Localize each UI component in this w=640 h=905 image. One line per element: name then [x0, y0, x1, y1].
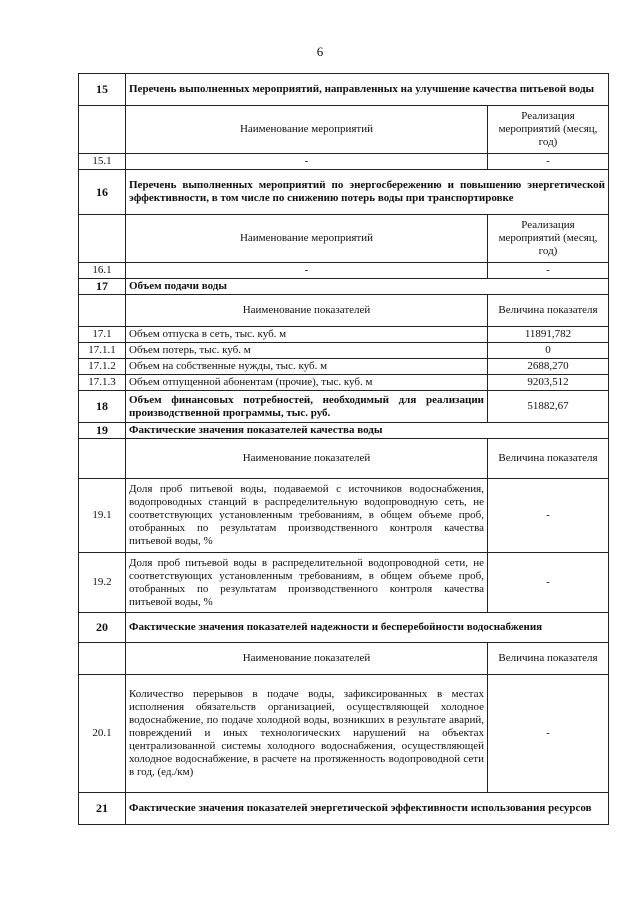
- table-row: [79, 327, 609, 343]
- empty-cell: [79, 643, 126, 675]
- section-number: 15: [79, 74, 126, 106]
- section-17-header: [79, 279, 609, 295]
- row-number: 19.2: [79, 553, 126, 613]
- row-name: -: [126, 263, 488, 279]
- row-name: -: [126, 154, 488, 170]
- section-18-row: [79, 391, 609, 423]
- section-15-columns: [79, 106, 609, 154]
- row-value: 0: [488, 343, 609, 359]
- empty-cell: [79, 106, 126, 154]
- section-title: Фактические значения показателей надежности и бесперебойности водоснабжения: [126, 613, 609, 643]
- empty-cell: [79, 439, 126, 479]
- section-19-header: [79, 423, 609, 439]
- row-value: -: [488, 263, 609, 279]
- row-number: 16.1: [79, 263, 126, 279]
- column-header-name: Наименование показателей: [126, 643, 488, 675]
- document-table: [78, 73, 609, 825]
- row-value: -: [488, 553, 609, 613]
- section-number: 20: [79, 613, 126, 643]
- table-row: [79, 359, 609, 375]
- section-title: Перечень выполненных мероприятий по энергосбережению и повышению энергетической эффективности, в том числе по снижению потерь воды при транспортировке: [126, 170, 609, 215]
- row-name: Объем потерь, тыс. куб. м: [126, 343, 488, 359]
- section-number: 16: [79, 170, 126, 215]
- column-header-value: Реализация мероприятий (месяц, год): [488, 106, 609, 154]
- row-value: -: [488, 154, 609, 170]
- section-title: Объем подачи воды: [126, 279, 609, 295]
- row-number: 19.1: [79, 479, 126, 553]
- row-name: Объем отпуска в сеть, тыс. куб. м: [126, 327, 488, 343]
- row-name: Объем отпущенной абонентам (прочие), тыс. куб. м: [126, 375, 488, 391]
- section-number: 21: [79, 793, 126, 825]
- row-value: -: [488, 479, 609, 553]
- section-21-header: [79, 793, 609, 825]
- section-19-columns: [79, 439, 609, 479]
- column-header-name: Наименование мероприятий: [126, 106, 488, 154]
- section-16-header: [79, 170, 609, 215]
- section-title: Перечень выполненных мероприятий, направленных на улучшение качества питьевой воды: [126, 74, 609, 106]
- row-value: 51882,67: [488, 391, 609, 423]
- row-value: -: [488, 675, 609, 793]
- section-16-columns: [79, 215, 609, 263]
- column-header-name: Наименование показателей: [126, 295, 488, 327]
- empty-cell: [79, 215, 126, 263]
- row-value: 11891,782: [488, 327, 609, 343]
- section-number: 19: [79, 423, 126, 439]
- table-row: [79, 675, 609, 793]
- row-number: 15.1: [79, 154, 126, 170]
- empty-cell: [79, 295, 126, 327]
- column-header-value: Величина показателя: [488, 295, 609, 327]
- table-row: [79, 375, 609, 391]
- section-number: 17: [79, 279, 126, 295]
- section-title: Фактические значения показателей энергетической эффективности использования ресурсов: [126, 793, 609, 825]
- section-title: Фактические значения показателей качества воды: [126, 423, 609, 439]
- column-header-name: Наименование мероприятий: [126, 215, 488, 263]
- table-row: [79, 154, 609, 170]
- page-number: 6: [316, 44, 324, 59]
- table-row: [79, 553, 609, 613]
- table-row: [79, 479, 609, 553]
- section-title: Объем финансовых потребностей, необходимый для реализации производственной программы, тыс. руб.: [126, 391, 488, 423]
- section-number: 18: [79, 391, 126, 423]
- column-header-value: Величина показателя: [488, 643, 609, 675]
- row-value: 2688,270: [488, 359, 609, 375]
- row-number: 17.1.2: [79, 359, 126, 375]
- row-number: 17.1: [79, 327, 126, 343]
- table-row: [79, 263, 609, 279]
- row-name: Объем на собственные нужды, тыс. куб. м: [126, 359, 488, 375]
- section-20-header: [79, 613, 609, 643]
- row-value: 9203,512: [488, 375, 609, 391]
- table-row: [79, 343, 609, 359]
- section-15-header: [79, 74, 609, 106]
- row-number: 20.1: [79, 675, 126, 793]
- row-number: 17.1.3: [79, 375, 126, 391]
- row-name: Доля проб питьевой воды, подаваемой с источников водоснабжения, водопроводных станций в распределительную водопроводную сеть, не соответствующих установленным требованиям, в общем объеме проб, отобранных по результатам производственного контроля качества питьевой воды, %: [126, 479, 488, 553]
- row-number: 17.1.1: [79, 343, 126, 359]
- row-name: Доля проб питьевой воды в распределительной водопроводной сети, не соответствующих установленным требованиям, в общем объеме проб, отобранных по результатам производственного контроля качества питьевой воды, %: [126, 553, 488, 613]
- section-17-columns: [79, 295, 609, 327]
- section-20-columns: [79, 643, 609, 675]
- column-header-value: Величина показателя: [488, 439, 609, 479]
- column-header-value: Реализация мероприятий (месяц, год): [488, 215, 609, 263]
- row-name: Количество перерывов в подаче воды, зафиксированных в местах исполнения обязательств организацией, осуществляющей холодное водоснабжение, по подаче холодной воды, возникших в результате аварий, повреждений и иных технологических нарушений на объектах централизованной системы холодного водоснабжения, осуществляющей холодное водоснабжение, в расчете на протяженность водопроводной сети в год, (ед./км): [126, 675, 488, 793]
- column-header-name: Наименование показателей: [126, 439, 488, 479]
